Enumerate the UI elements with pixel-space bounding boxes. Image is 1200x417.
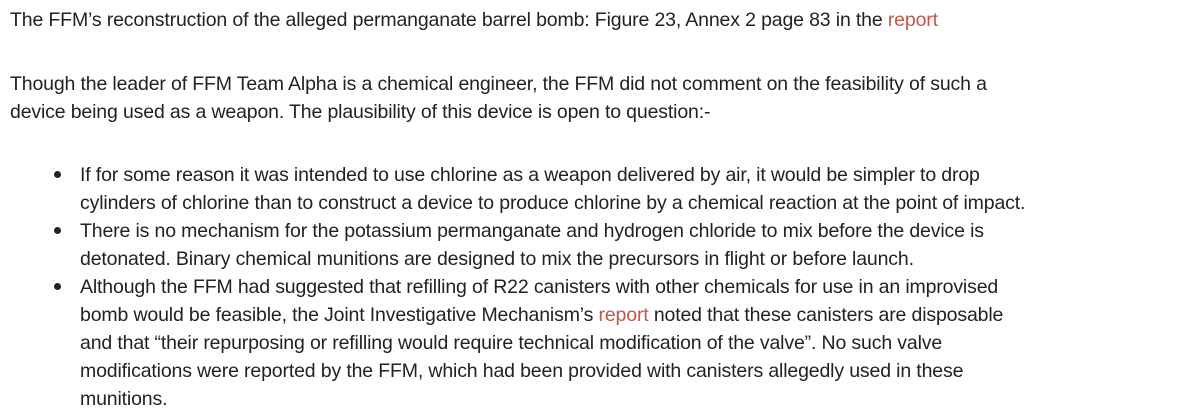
bullet-3-line-2-after: noted that these canisters are disposable xyxy=(648,304,1004,326)
bullet-3-line-3: and that “their repurposing or refilling would require technical modification of the valve”. No such valve xyxy=(80,332,943,354)
bullet-marker xyxy=(54,273,64,283)
bullet-marker xyxy=(54,161,64,171)
bullet-2-line-1: There is no mechanism for the potassium permanganate and hydrogen chloride to mix before the device is xyxy=(80,220,984,242)
bullet-3-line-4: modifications were reported by the FFM, which had been provided with canisters allegedly used in these xyxy=(80,360,964,382)
bullet-1-line-1: If for some reason it was intended to use chlorine as a weapon delivered by air, it would be simpler to drop xyxy=(80,164,980,186)
report-link-caption[interactable]: report xyxy=(887,9,938,31)
bullet-2-line-2: detonated. Binary chemical munitions are designed to mix the precursors in flight or before launch. xyxy=(80,248,914,270)
intro-line-1: Though the leader of FFM Team Alpha is a chemical engineer, the FFM did not comment on the feasibility of such a xyxy=(10,73,987,95)
caption-text: The FFM’s reconstruction of the alleged permanganate barrel bomb: Figure 23, Annex 2 page 83 in the xyxy=(10,9,888,31)
bullet-marker xyxy=(54,217,64,227)
intro-line-2: device being used as a weapon. The plausibility of this device is open to question:- xyxy=(10,101,711,123)
bullet-3-line-5: munitions. xyxy=(80,388,168,410)
figure-caption xyxy=(10,6,938,34)
report-link-jim[interactable]: report xyxy=(598,304,649,326)
bullet-3-line-1: Although the FFM had suggested that refilling of R22 canisters with other chemicals for use in an improvised xyxy=(80,276,999,298)
bullet-1-line-2: cylinders of chlorine than to construct a device to produce chlorine by a chemical reaction at the point of impact. xyxy=(80,192,1026,214)
bullet-3-line-2 xyxy=(80,301,1003,329)
bullet-3-line-2-before: bomb would be feasible, the Joint Investigative Mechanism’s xyxy=(80,304,599,326)
